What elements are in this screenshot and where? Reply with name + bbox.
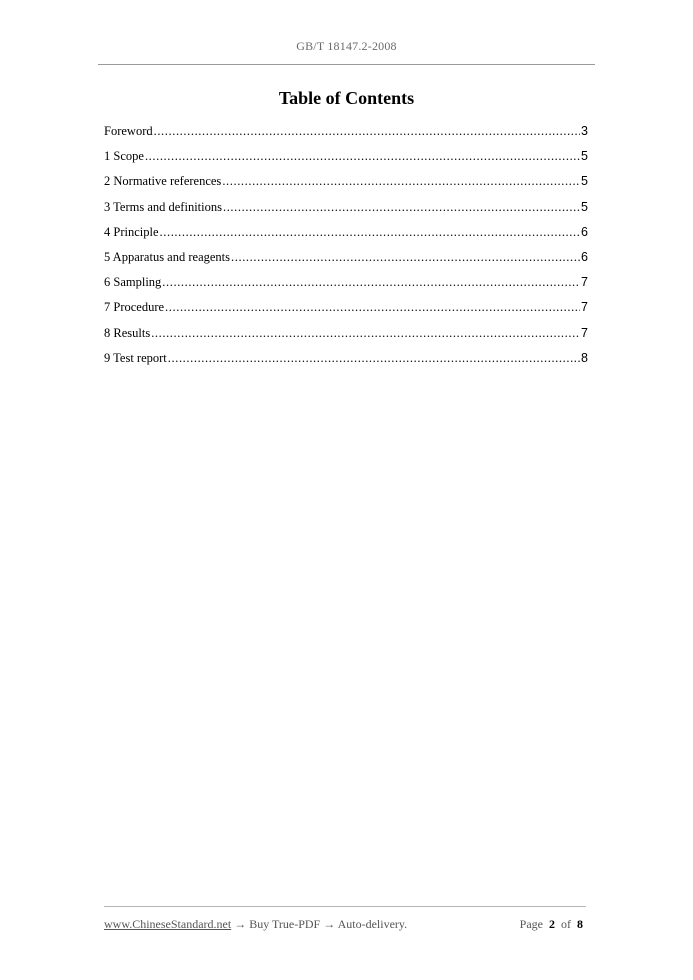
- toc-entry-page: 3: [581, 124, 588, 138]
- header-divider: [98, 64, 595, 65]
- of-word: of: [561, 917, 571, 931]
- running-header: GB/T 18147.2-2008: [296, 39, 397, 53]
- footer-divider: [104, 906, 586, 907]
- toc-entry[interactable]: [104, 275, 588, 300]
- total-pages: 8: [577, 917, 583, 931]
- toc-entry[interactable]: [104, 174, 588, 199]
- toc-entry-label: 4 Principle: [104, 224, 159, 239]
- toc-entry-page: 8: [581, 350, 588, 365]
- toc-entry[interactable]: [104, 351, 588, 376]
- footer-promo: [104, 917, 407, 932]
- toc-entry-label: 9 Test report: [104, 350, 167, 365]
- toc-entry-label: 3 Terms and definitions: [104, 199, 222, 214]
- toc-entry-page: 6: [581, 224, 588, 239]
- toc-entry[interactable]: [104, 225, 588, 250]
- toc-entry-label: 7 Procedure: [104, 300, 165, 315]
- toc-leader-dots: [223, 200, 580, 215]
- toc-leader-dots: [231, 250, 580, 265]
- toc-entry-page: 5: [581, 149, 588, 164]
- toc-entry[interactable]: [104, 250, 588, 275]
- toc-leader-dots: [154, 124, 580, 139]
- toc-entry-label: 1 Scope: [104, 149, 144, 164]
- table-of-contents: [104, 124, 588, 376]
- toc-entry-page: 7: [581, 275, 588, 290]
- buy-pdf-text: Buy True-PDF: [249, 917, 321, 931]
- toc-leader-dots: [162, 275, 580, 290]
- arrow-icon: →: [320, 917, 338, 931]
- toc-entry[interactable]: [104, 200, 588, 225]
- toc-entry-label: 5 Apparatus and reagents: [104, 249, 231, 264]
- toc-leader-dots: [145, 149, 580, 164]
- toc-entry-page: 6: [581, 249, 588, 264]
- toc-entry[interactable]: [104, 300, 588, 325]
- toc-entry-label: 6 Sampling: [104, 275, 162, 290]
- current-page: 2: [549, 917, 555, 931]
- toc-entry[interactable]: [104, 124, 588, 149]
- page-title: Table of Contents: [278, 88, 415, 108]
- toc-entry-label: 2 Normative references: [104, 174, 222, 189]
- toc-leader-dots: [222, 174, 580, 189]
- toc-entry-label: Foreword: [104, 124, 153, 138]
- toc-entry-label: 8 Results: [104, 325, 151, 340]
- toc-leader-dots: [151, 326, 580, 341]
- auto-delivery-text: Auto-delivery.: [337, 917, 408, 931]
- toc-leader-dots: [160, 225, 581, 240]
- toc-entry-page: 5: [581, 199, 588, 214]
- toc-leader-dots: [165, 300, 580, 315]
- arrow-icon: →: [231, 917, 250, 931]
- toc-leader-dots: [168, 351, 580, 366]
- site-link[interactable]: www.ChineseStandard.net: [104, 917, 232, 931]
- toc-entry-page: 5: [581, 174, 588, 189]
- toc-entry[interactable]: [104, 149, 588, 174]
- toc-entry[interactable]: [104, 326, 588, 351]
- page-word: Page: [519, 917, 543, 931]
- toc-entry-page: 7: [581, 300, 588, 315]
- page-number: [520, 917, 586, 932]
- toc-entry-page: 7: [581, 325, 588, 340]
